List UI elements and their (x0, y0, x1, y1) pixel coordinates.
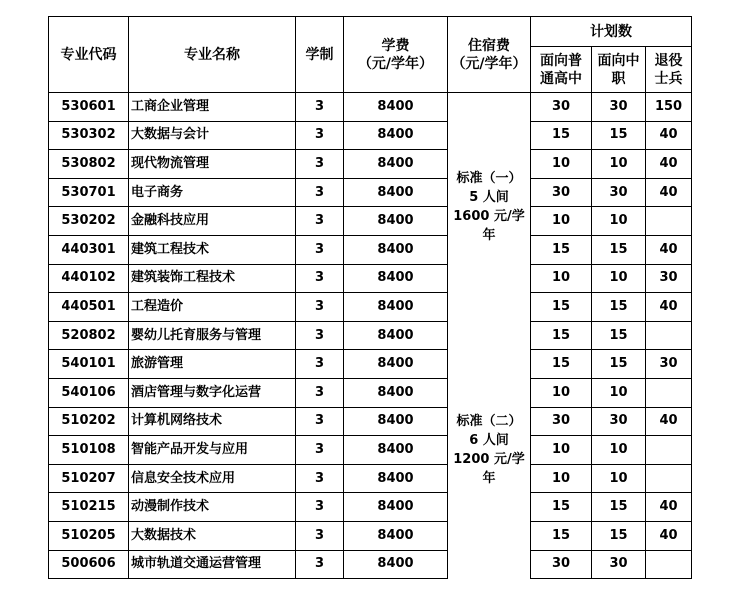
tuition-fee: 8400 (344, 436, 448, 465)
major-name: 大数据技术 (129, 521, 296, 550)
dorm-standard (448, 93, 531, 322)
major-name: 现代物流管理 (129, 150, 296, 179)
major-code: 510207 (49, 464, 129, 493)
study-duration: 3 (296, 93, 344, 122)
header-name: 专业名称 (129, 17, 296, 93)
study-duration: 3 (296, 121, 344, 150)
dorm-standard-text: 标准（一） 5 人间 1600 元/学 年 (453, 171, 525, 244)
table-row (49, 350, 692, 379)
table-row (49, 264, 692, 293)
plan-general: 10 (531, 207, 592, 236)
dorm-standard (448, 321, 531, 578)
plan-veteran: 40 (646, 407, 692, 436)
plan-veteran: 30 (646, 264, 692, 293)
tuition-fee: 8400 (344, 378, 448, 407)
plan-general: 15 (531, 235, 592, 264)
study-duration: 3 (296, 293, 344, 322)
plan-vocational: 15 (592, 493, 646, 522)
major-name: 金融科技应用 (129, 207, 296, 236)
major-name: 婴幼儿托育服务与管理 (129, 321, 296, 350)
tuition-fee: 8400 (344, 321, 448, 350)
plan-vocational: 10 (592, 378, 646, 407)
plan-veteran: 150 (646, 93, 692, 122)
major-code: 530601 (49, 93, 129, 122)
table-row (49, 178, 692, 207)
plan-veteran (646, 378, 692, 407)
header-dorm: 住宿费 （元/学年） (448, 17, 531, 93)
major-code: 510215 (49, 493, 129, 522)
major-code: 510108 (49, 436, 129, 465)
plan-general: 30 (531, 93, 592, 122)
major-code: 440501 (49, 293, 129, 322)
plan-vocational: 15 (592, 121, 646, 150)
study-duration: 3 (296, 493, 344, 522)
header-duration: 学制 (296, 17, 344, 93)
plan-vocational: 30 (592, 93, 646, 122)
major-code: 530802 (49, 150, 129, 179)
table-row (49, 150, 692, 179)
study-duration: 3 (296, 521, 344, 550)
plan-vocational: 15 (592, 521, 646, 550)
dorm-standard-text: 标准（二） 6 人间 1200 元/学 年 (453, 413, 525, 486)
header-plan-veteran: 退役 士兵 (646, 47, 692, 93)
major-code: 510202 (49, 407, 129, 436)
major-name: 智能产品开发与应用 (129, 436, 296, 465)
plan-general: 15 (531, 293, 592, 322)
plan-general: 15 (531, 493, 592, 522)
major-code: 530701 (49, 178, 129, 207)
table-row (49, 321, 692, 350)
tuition-fee: 8400 (344, 407, 448, 436)
plan-veteran: 40 (646, 493, 692, 522)
plan-general: 15 (531, 350, 592, 379)
table-row (49, 407, 692, 436)
table-row (49, 121, 692, 150)
major-name: 电子商务 (129, 178, 296, 207)
study-duration: 3 (296, 407, 344, 436)
major-code: 540101 (49, 350, 129, 379)
plan-veteran (646, 321, 692, 350)
major-name: 计算机网络技术 (129, 407, 296, 436)
major-name: 城市轨道交通运营管理 (129, 550, 296, 579)
plan-general: 30 (531, 550, 592, 579)
study-duration: 3 (296, 178, 344, 207)
plan-veteran: 40 (646, 121, 692, 150)
study-duration: 3 (296, 235, 344, 264)
plan-veteran (646, 207, 692, 236)
plan-veteran: 40 (646, 150, 692, 179)
tuition-fee: 8400 (344, 207, 448, 236)
plan-vocational: 15 (592, 235, 646, 264)
table-row (49, 521, 692, 550)
header-plan-general: 面向普 通高中 (531, 47, 592, 93)
plan-general: 10 (531, 264, 592, 293)
plan-veteran (646, 464, 692, 493)
table-row (49, 464, 692, 493)
tuition-fee: 8400 (344, 178, 448, 207)
study-duration: 3 (296, 350, 344, 379)
table-row (49, 436, 692, 465)
major-code: 500606 (49, 550, 129, 579)
major-name: 信息安全技术应用 (129, 464, 296, 493)
plan-general: 10 (531, 378, 592, 407)
plan-general: 10 (531, 436, 592, 465)
tuition-fee: 8400 (344, 150, 448, 179)
major-name: 酒店管理与数字化运营 (129, 378, 296, 407)
plan-vocational: 10 (592, 150, 646, 179)
major-name: 动漫制作技术 (129, 493, 296, 522)
major-name: 建筑装饰工程技术 (129, 264, 296, 293)
major-name: 建筑工程技术 (129, 235, 296, 264)
enrollment-plan-table (48, 16, 692, 579)
major-code: 440102 (49, 264, 129, 293)
plan-veteran: 40 (646, 293, 692, 322)
tuition-fee: 8400 (344, 350, 448, 379)
study-duration: 3 (296, 436, 344, 465)
plan-veteran: 40 (646, 521, 692, 550)
plan-general: 30 (531, 178, 592, 207)
major-code: 440301 (49, 235, 129, 264)
study-duration: 3 (296, 264, 344, 293)
plan-vocational: 10 (592, 436, 646, 465)
plan-veteran: 30 (646, 350, 692, 379)
major-code: 540106 (49, 378, 129, 407)
major-name: 工程造价 (129, 293, 296, 322)
plan-vocational: 30 (592, 407, 646, 436)
tuition-fee: 8400 (344, 264, 448, 293)
major-name: 大数据与会计 (129, 121, 296, 150)
table-row (49, 207, 692, 236)
plan-vocational: 15 (592, 293, 646, 322)
table-body (49, 93, 692, 579)
study-duration: 3 (296, 321, 344, 350)
plan-vocational: 10 (592, 464, 646, 493)
tuition-fee: 8400 (344, 93, 448, 122)
table-row (49, 378, 692, 407)
table-row (49, 293, 692, 322)
study-duration: 3 (296, 207, 344, 236)
plan-vocational: 15 (592, 321, 646, 350)
plan-veteran: 40 (646, 235, 692, 264)
plan-vocational: 30 (592, 178, 646, 207)
tuition-fee: 8400 (344, 293, 448, 322)
plan-general: 30 (531, 407, 592, 436)
plan-general: 15 (531, 121, 592, 150)
plan-vocational: 30 (592, 550, 646, 579)
tuition-fee: 8400 (344, 493, 448, 522)
header-code: 专业代码 (49, 17, 129, 93)
tuition-fee: 8400 (344, 521, 448, 550)
major-code: 510205 (49, 521, 129, 550)
major-code: 530202 (49, 207, 129, 236)
tuition-fee: 8400 (344, 550, 448, 579)
study-duration: 3 (296, 378, 344, 407)
plan-vocational: 10 (592, 264, 646, 293)
table-row (49, 93, 692, 122)
tuition-fee: 8400 (344, 121, 448, 150)
table-row (49, 235, 692, 264)
table-row (49, 550, 692, 579)
header-row (49, 17, 692, 47)
plan-veteran (646, 550, 692, 579)
plan-veteran: 40 (646, 178, 692, 207)
header-tuition: 学费 （元/学年） (344, 17, 448, 93)
tuition-fee: 8400 (344, 235, 448, 264)
plan-vocational: 10 (592, 207, 646, 236)
plan-vocational: 15 (592, 350, 646, 379)
plan-general: 15 (531, 521, 592, 550)
major-code: 530302 (49, 121, 129, 150)
plan-veteran (646, 436, 692, 465)
tuition-fee: 8400 (344, 464, 448, 493)
plan-general: 15 (531, 321, 592, 350)
header-plan: 计划数 (531, 17, 692, 47)
header-plan-vocational: 面向中 职 (592, 47, 646, 93)
plan-general: 10 (531, 150, 592, 179)
major-name: 旅游管理 (129, 350, 296, 379)
study-duration: 3 (296, 150, 344, 179)
study-duration: 3 (296, 464, 344, 493)
major-code: 520802 (49, 321, 129, 350)
study-duration: 3 (296, 550, 344, 579)
plan-general: 10 (531, 464, 592, 493)
major-name: 工商企业管理 (129, 93, 296, 122)
table-row (49, 493, 692, 522)
